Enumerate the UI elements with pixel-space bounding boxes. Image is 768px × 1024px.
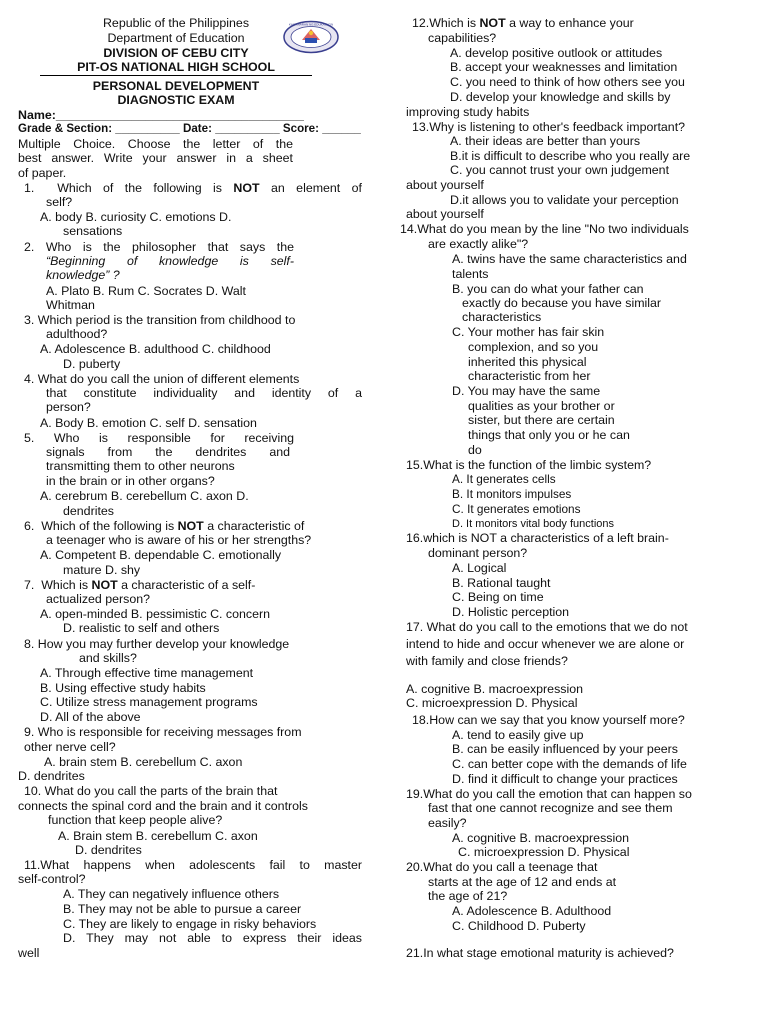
question-19: 19.What do you call the emotion that can happen so	[406, 787, 692, 801]
question-text: transmitting them to other neurons	[46, 459, 235, 473]
choice-line: B. accept your weaknesses and limitation	[450, 60, 678, 74]
question-text: actualized person?	[46, 592, 151, 606]
choice-line: things that only you or he can	[468, 428, 630, 442]
choice-line: A. Brain stem B. cerebellum C. axon	[58, 829, 258, 843]
grade-date-score-line: Grade & Section: __________ Date: __________ Score: ______	[18, 122, 361, 135]
question-text: fast that one cannot recognize and see them	[428, 801, 673, 815]
choice-line: B.it is difficult to describe who you really are	[450, 149, 691, 163]
department-text: Department of Education	[107, 31, 245, 45]
choice-line: A. Logical	[452, 561, 507, 575]
question-12: 12.Which is NOT a way to enhance your	[412, 16, 634, 30]
question-text: are exactly alike"?	[428, 237, 529, 251]
choice-line: D. puberty	[63, 357, 121, 371]
question-7: 7. Which is NOT a characteristic of a self-	[24, 578, 256, 592]
choice-line: D. dendrites	[75, 843, 142, 857]
choice-line: A. Plato B. Rum C. Socrates D. Walt	[46, 284, 246, 298]
question-text: with family and close friends?	[406, 654, 568, 668]
question-text: dominant person?	[428, 546, 528, 560]
question-text: the age of 21?	[428, 889, 508, 903]
choice-line: A. twins have the same characteristics and	[452, 252, 687, 266]
question-18: 18.How can we say that you know yourself more?	[412, 713, 685, 727]
question-text: self-control?	[18, 872, 86, 886]
question-text: intend to hide and occur whenever we are alone or	[406, 637, 685, 651]
choice-line: do	[468, 443, 482, 457]
question-text: adulthood?	[46, 327, 108, 341]
question-4: 4. What do you call the union of different elements	[24, 372, 300, 386]
question-3: 3. Which period is the transition from childhood to	[24, 313, 296, 327]
question-text: that constitute individuality and identity of a	[46, 386, 362, 400]
republic-text: Republic of the Philippines	[102, 16, 250, 30]
choice-line: Whitman	[46, 298, 95, 312]
subject-title: PERSONAL DEVELOPMENT	[92, 79, 260, 93]
school-name: PIT-OS NATIONAL HIGH SCHOOL	[77, 60, 275, 74]
choice-line: C. It generates emotions	[452, 502, 581, 516]
question-text: signals from the dendrites and	[46, 445, 290, 459]
question-text: self?	[46, 195, 73, 209]
choice-line: C. They are likely to engage in risky behaviors	[63, 917, 317, 931]
question-text: and skills?	[79, 651, 137, 665]
choice-line: about yourself	[406, 207, 484, 221]
choice-line: C. you cannot trust your own judgement	[450, 163, 670, 177]
question-6: 6. Which of the following is NOT a characteristic of	[24, 519, 305, 533]
choice-line: D. You may have the same	[452, 384, 601, 398]
question-text: “Beginning of knowledge is self-	[46, 254, 294, 268]
choice-line: sister, but there are certain	[468, 413, 615, 427]
choice-line: about yourself	[406, 178, 484, 192]
question-text: connects the spinal cord and the brain and it controls	[18, 799, 308, 813]
choice-line: A. Through effective time management	[40, 666, 254, 680]
question-text: capabilities?	[428, 31, 497, 45]
question-14: 14.What do you mean by the line "No two individuals	[400, 222, 689, 236]
question-20: 20.What do you call a teenage that	[406, 860, 598, 874]
question-text: person?	[46, 400, 91, 414]
choice-line: A. Adolescence B. Adulthood	[452, 904, 612, 918]
choice-line: D. Holistic perception	[452, 605, 570, 619]
choice-line: A. develop positive outlook or attitudes	[450, 46, 663, 60]
choice-line: D.it allows you to validate your perception	[450, 193, 679, 207]
choice-line: C. you need to think of how others see you	[450, 75, 685, 89]
choice-line: A. They can negatively influence others	[63, 887, 280, 901]
instruction-line: Multiple Choice. Choose the letter of the	[18, 137, 293, 151]
question-13: 13.Why is listening to other's feedback important?	[412, 120, 686, 134]
choice-line: C. Utilize stress management programs	[40, 695, 258, 709]
question-2: 2. Who is the philosopher that says the	[24, 240, 294, 254]
instruction-line: best answer. Write your answer in a sheet	[18, 151, 293, 165]
question-text: easily?	[428, 816, 467, 830]
choice-line: A. Body B. emotion C. self D. sensation	[40, 416, 257, 430]
choice-line: C. microexpression D. Physical	[458, 845, 630, 859]
header-divider	[40, 75, 312, 76]
choice-line: talents	[452, 267, 489, 281]
question-9: 9. Who is responsible for receiving messages from	[24, 725, 302, 739]
choice-line: complexion, and so you	[468, 340, 599, 354]
question-text: in the brain or in other organs?	[46, 474, 215, 488]
question-5: 5. Who is responsible for receiving	[24, 431, 294, 445]
choice-line: D. realistic to self and others	[63, 621, 220, 635]
question-16: 16.which is NOT a characteristics of a left brain-	[406, 531, 669, 545]
question-text: other nerve cell?	[24, 740, 116, 754]
question-11: 11.What happens when adolescents fail to master	[24, 858, 362, 872]
question-1: 1. Which of the following is NOT an element of	[24, 181, 363, 195]
choice-line: improving study habits	[406, 105, 530, 119]
question-8: 8. How you may further develop your knowledge	[24, 637, 290, 651]
choice-line: characteristics	[462, 310, 542, 324]
choice-line: A. tend to easily give up	[452, 728, 584, 742]
choice-line: B. It monitors impulses	[452, 487, 572, 501]
choice-line: characteristic from her	[468, 369, 591, 383]
choice-line: B. Rational taught	[452, 576, 551, 590]
choice-line: A. Competent B. dependable C. emotionally	[40, 548, 282, 562]
choice-line: B. you can do what your father can	[452, 282, 644, 296]
choice-line: A. body B. curiosity C. emotions D.	[40, 210, 232, 224]
choice-line: C. Being on time	[452, 590, 544, 604]
svg-text:KAGAWARAN NG EDUKASYON: KAGAWARAN NG EDUKASYON	[288, 22, 334, 27]
choice-line: A. open-minded B. pessimistic C. concern	[40, 607, 271, 621]
choice-line: exactly do because you have similar	[462, 296, 662, 310]
choice-line: sensations	[63, 224, 123, 238]
choice-line: A. cognitive B. macroexpression	[452, 831, 629, 845]
choice-line: A. brain stem B. cerebellum C. axon	[44, 755, 243, 769]
choice-line: B. They may not be able to pursue a career	[63, 902, 302, 916]
division-text: DIVISION OF CEBU CITY	[103, 46, 249, 60]
question-text: knowledge” ?	[46, 268, 120, 282]
instruction-line: of paper.	[18, 166, 67, 180]
choice-line: inherited this physical	[468, 355, 587, 369]
choice-line: A. Adolescence B. adulthood C. childhood	[40, 342, 271, 356]
choice-line: C. Your mother has fair skin	[452, 325, 605, 339]
choice-line: well	[18, 946, 40, 960]
choice-line: C. microexpression D. Physical	[406, 696, 578, 710]
choice-line: dendrites	[63, 504, 114, 518]
choice-line: C. Childhood D. Puberty	[452, 919, 586, 933]
exam-title: DIAGNOSTIC EXAM	[117, 93, 235, 107]
choice-line: D. dendrites	[18, 769, 85, 783]
choice-line: D. All of the above	[40, 710, 141, 724]
name-field: Name:____________________________________	[18, 108, 304, 122]
choice-line: D. They may not able to express their ideas	[63, 931, 362, 945]
choice-line: A. cognitive B. macroexpression	[406, 682, 583, 696]
question-21: 21.In what stage emotional maturity is achieved?	[406, 946, 674, 960]
choice-line: mature D. shy	[63, 563, 141, 577]
choice-line: A. It generates cells	[452, 472, 556, 486]
choice-line: B. Using effective study habits	[40, 681, 206, 695]
question-17: 17. What do you call to the emotions that we do not	[406, 620, 688, 634]
choice-line: B. can be easily influenced by your peers	[452, 742, 678, 756]
choice-line: qualities as your brother or	[468, 399, 615, 413]
choice-line: D. find it difficult to change your practices	[452, 772, 678, 786]
choice-line: D. It monitors vital body functions	[452, 518, 615, 530]
question-text: starts at the age of 12 and ends at	[428, 875, 617, 889]
question-text: a teenager who is aware of his or her strengths?	[46, 533, 312, 547]
choice-line: A. their ideas are better than yours	[450, 134, 641, 148]
choice-line: A. cerebrum B. cerebellum C. axon D.	[40, 489, 249, 503]
question-15: 15.What is the function of the limbic system?	[406, 458, 652, 472]
choice-line: D. develop your knowledge and skills by	[450, 90, 671, 104]
deped-seal-logo	[282, 20, 340, 54]
question-text: function that keep people alive?	[48, 813, 223, 827]
question-10: 10. What do you call the parts of the brain that	[24, 784, 278, 798]
choice-line: C. can better cope with the demands of life	[452, 757, 687, 771]
